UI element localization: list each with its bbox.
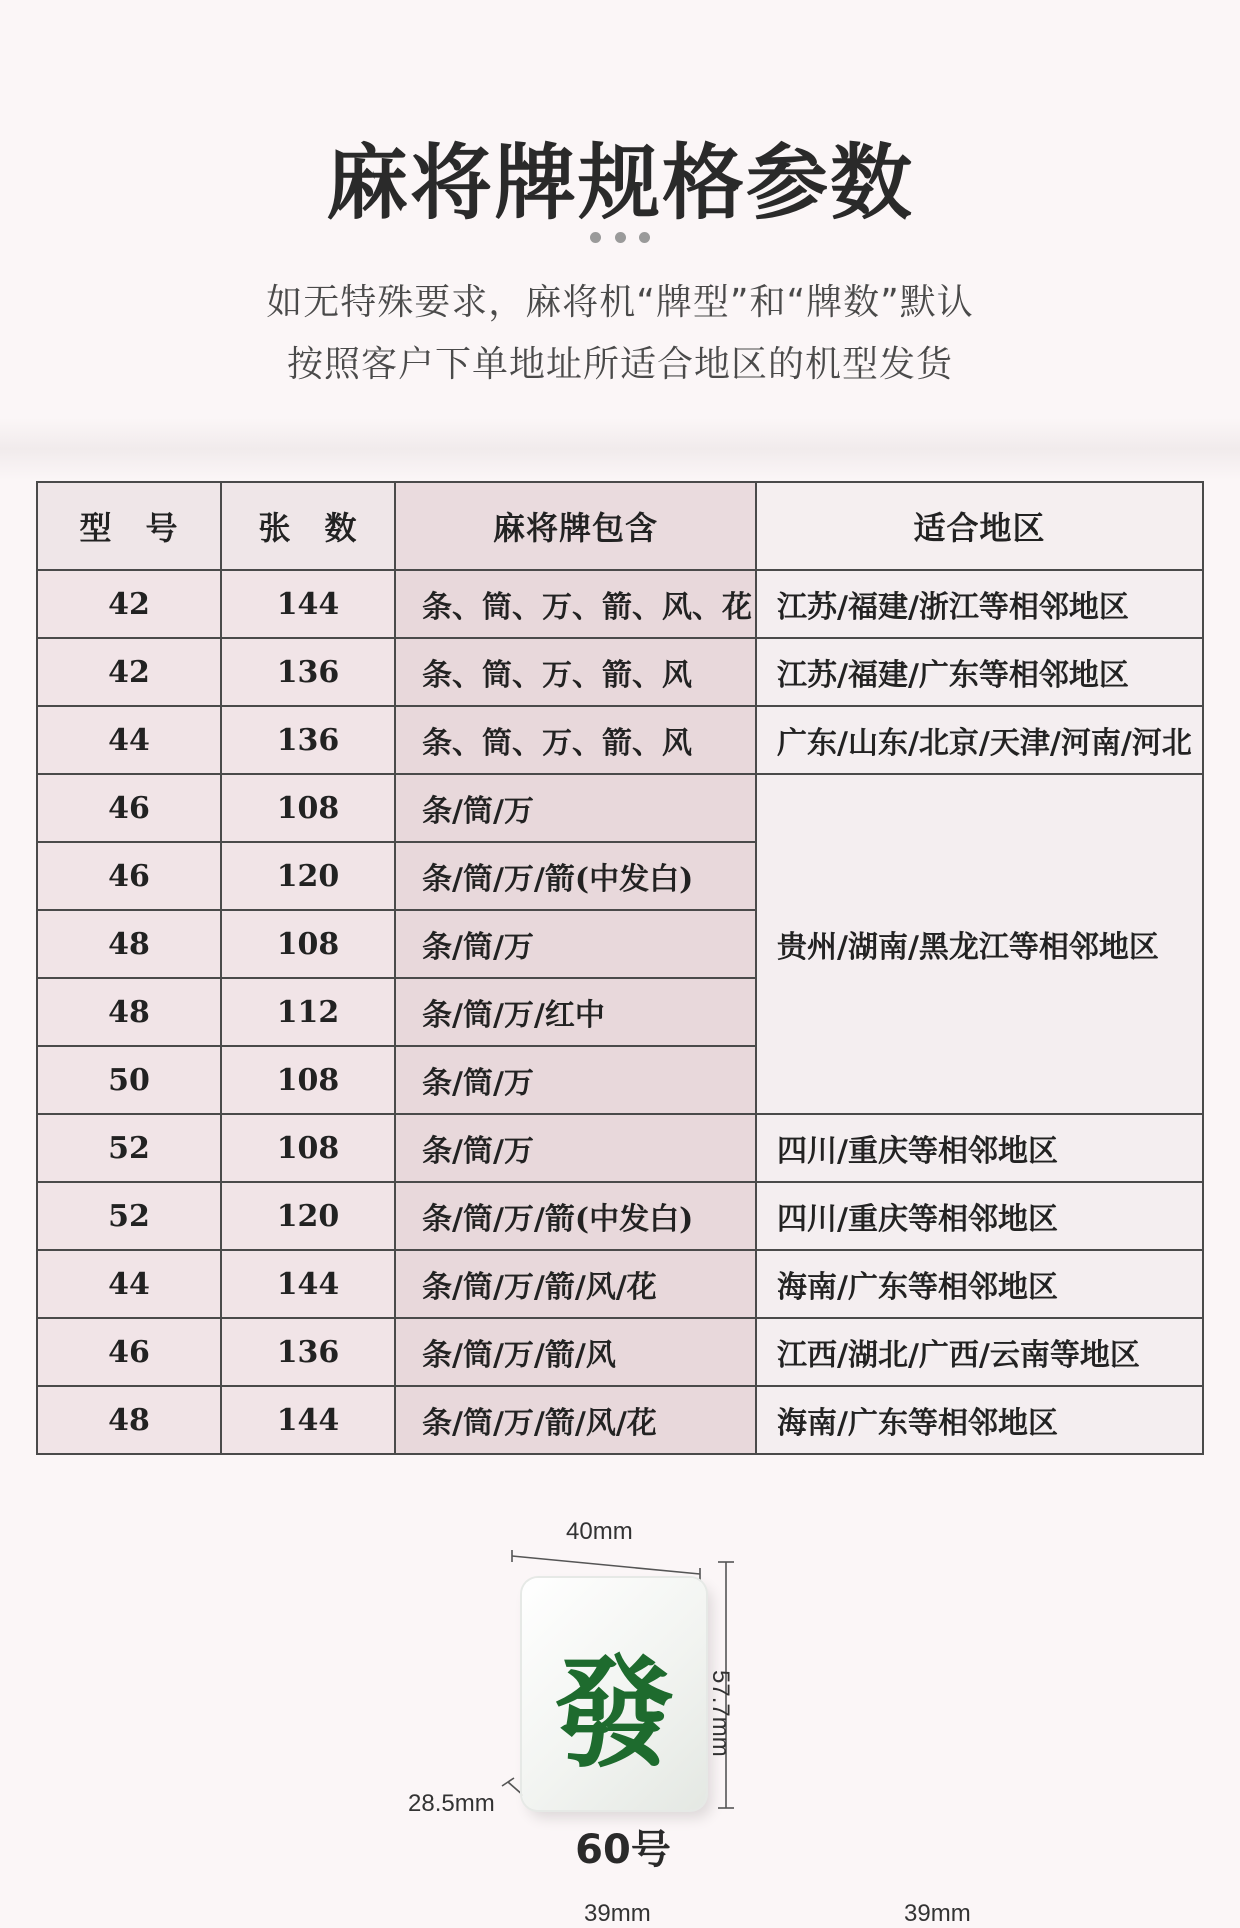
model-cell: 42 (37, 638, 221, 706)
count-cell: 108 (221, 1046, 395, 1114)
tile-glyph: 發 (554, 1643, 674, 1784)
tiles-cell: 条/筒/万/箭(中发白) (395, 842, 756, 910)
table-row (37, 774, 1203, 842)
table-header-row (37, 482, 1203, 570)
width-label: 40mm (566, 1518, 633, 1545)
header-model: 型 号 (37, 482, 221, 570)
next-width-label-2: 39mm (904, 1900, 971, 1927)
tiles-cell: 条/筒/万/箭/风 (395, 1318, 756, 1386)
model-cell: 42 (37, 570, 221, 638)
tile-model-label: 60号 (575, 1827, 671, 1873)
subtitle-line-2: 按照客户下单地址所适合地区的机型发货 (286, 344, 953, 385)
count-cell: 144 (221, 570, 395, 638)
depth-label: 28.5mm (408, 1790, 495, 1817)
table-row (37, 570, 1203, 638)
tiles-cell: 条/筒/万/箭/风/花 (395, 1250, 756, 1318)
region-cell-merged: 贵州/湖南/黑龙江等相邻地区 (756, 774, 1203, 1114)
height-label: 57.7mm (707, 1670, 734, 1757)
count-cell: 144 (221, 1386, 395, 1454)
spec-table (36, 481, 1204, 1455)
model-cell: 46 (37, 1318, 221, 1386)
tiles-cell: 条/筒/万/箭(中发白) (395, 1182, 756, 1250)
region-cell: 江西/湖北/广西/云南等地区 (756, 1318, 1203, 1386)
table-row (37, 706, 1203, 774)
region-cell: 广东/山东/北京/天津/河南/河北 (756, 706, 1203, 774)
divider-dots (590, 232, 650, 246)
model-cell: 48 (37, 978, 221, 1046)
model-cell: 52 (37, 1114, 221, 1182)
count-cell: 108 (221, 774, 395, 842)
header-count: 张 数 (221, 482, 395, 570)
tiles-cell: 条、筒、万、箭、风 (395, 638, 756, 706)
count-cell: 120 (221, 1182, 395, 1250)
table-row (37, 638, 1203, 706)
next-width-label-1: 39mm (584, 1900, 651, 1927)
model-cell: 50 (37, 1046, 221, 1114)
region-cell: 海南/广东等相邻地区 (756, 1386, 1203, 1454)
count-cell: 136 (221, 638, 395, 706)
model-cell: 48 (37, 910, 221, 978)
decorative-band (0, 418, 1240, 480)
region-cell: 四川/重庆等相邻地区 (756, 1182, 1203, 1250)
region-cell: 海南/广东等相邻地区 (756, 1250, 1203, 1318)
table-row (37, 1386, 1203, 1454)
count-cell: 120 (221, 842, 395, 910)
page-title: 麻将牌规格参数 (325, 136, 914, 231)
tiles-cell: 条/筒/万/箭/风/花 (395, 1386, 756, 1454)
tiles-cell: 条、筒、万、箭、风、花 (395, 570, 756, 638)
count-cell: 112 (221, 978, 395, 1046)
tiles-cell: 条/筒/万 (395, 774, 756, 842)
count-cell: 108 (221, 1114, 395, 1182)
region-cell: 江苏/福建/广东等相邻地区 (756, 638, 1203, 706)
tiles-cell: 条/筒/万 (395, 910, 756, 978)
header-region: 适合地区 (756, 482, 1203, 570)
count-cell: 144 (221, 1250, 395, 1318)
table-row (37, 1114, 1203, 1182)
table-row (37, 1250, 1203, 1318)
count-cell: 136 (221, 1318, 395, 1386)
tiles-cell: 条/筒/万 (395, 1046, 756, 1114)
mahjong-tile-image (522, 1578, 706, 1810)
tiles-cell: 条/筒/万 (395, 1114, 756, 1182)
model-cell: 44 (37, 1250, 221, 1318)
model-cell: 46 (37, 842, 221, 910)
model-cell: 46 (37, 774, 221, 842)
region-cell: 江苏/福建/浙江等相邻地区 (756, 570, 1203, 638)
model-cell: 52 (37, 1182, 221, 1250)
model-cell: 44 (37, 706, 221, 774)
count-cell: 108 (221, 910, 395, 978)
tiles-cell: 条/筒/万/红中 (395, 978, 756, 1046)
region-cell: 四川/重庆等相邻地区 (756, 1114, 1203, 1182)
model-cell: 48 (37, 1386, 221, 1454)
header-tiles: 麻将牌包含 (395, 482, 756, 570)
subtitle-line-1: 如无特殊要求，麻将机“牌型”和“牌数”默认 (266, 282, 974, 323)
tiles-cell: 条、筒、万、箭、风 (395, 706, 756, 774)
table-row (37, 1318, 1203, 1386)
count-cell: 136 (221, 706, 395, 774)
table-row (37, 1182, 1203, 1250)
